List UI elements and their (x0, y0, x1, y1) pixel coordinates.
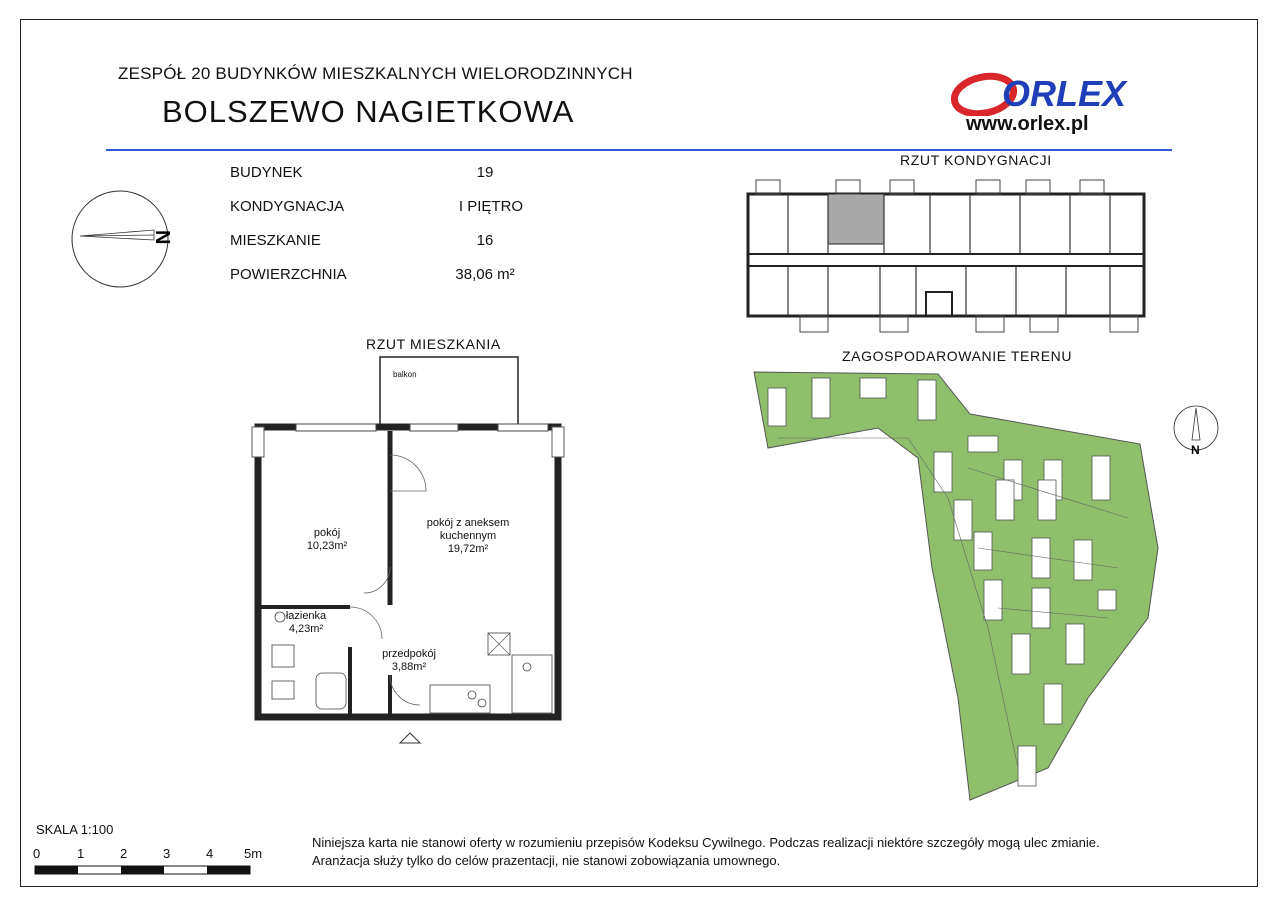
info-value-floor: I PIĘTRO (458, 198, 524, 215)
room-living-line2: kuchennym (439, 530, 497, 542)
site-compass (1172, 402, 1220, 460)
stairwell (926, 292, 952, 316)
scale-tick-1: 1 (77, 846, 85, 861)
room-bathroom (276, 610, 336, 636)
info-label-building: BUDYNEK (230, 164, 303, 181)
scale-tick-5: 5m (244, 846, 263, 861)
scale-tick-3: 3 (163, 846, 171, 861)
stove-icon (468, 691, 476, 699)
header-divider (106, 149, 1172, 151)
scale-tick-2: 2 (120, 846, 128, 861)
legal-notice-line1: Niniejsza karta nie stanowi oferty w rozumieniu przepisów Kodeksu Cywilnego. Podczas realizacji niektóre szczegóły mogą ulec zmianie. (312, 835, 1100, 850)
compass-north-letter: N (151, 230, 173, 245)
room-living-area: 19,72m² (447, 543, 489, 555)
project-title: BOLSZEWO NAGIETKOWA (162, 94, 575, 129)
info-value-building: 19 (476, 164, 494, 181)
info-label-floor: KONDYGNACJA (230, 198, 345, 215)
room-hall (372, 648, 446, 674)
room-bathroom-name: łazienka (285, 610, 327, 622)
site-area (754, 372, 1158, 800)
floor-plan (740, 174, 1150, 338)
orlex-logo (944, 68, 1184, 116)
legal-notice (312, 834, 1100, 870)
info-value-area: 38,06 m² (455, 266, 515, 283)
shower-icon (316, 673, 346, 709)
kitchen-counter (512, 655, 552, 713)
balcony-door (410, 424, 458, 431)
window-top-right (498, 424, 548, 431)
info-value-apartment: 16 (476, 232, 494, 249)
room-bedroom (292, 527, 362, 553)
compass (68, 186, 178, 292)
site-north-arrow-icon (1192, 408, 1200, 440)
scale-label: SKALA 1:100 (36, 822, 114, 837)
balcony-label: balkon (393, 370, 417, 379)
room-hall-area: 3,88m² (391, 661, 427, 673)
room-bedroom-name: pokój (313, 527, 341, 539)
sink-icon (272, 645, 294, 667)
room-living (415, 517, 521, 556)
room-living-line1: pokój z aneksem (426, 517, 510, 529)
room-bedroom-area: 10,23m² (306, 540, 348, 552)
scale-tick-0: 0 (33, 846, 41, 861)
toilet-icon (272, 681, 294, 699)
info-label-area: POWIERZCHNIA (230, 266, 347, 283)
scale-tick-4: 4 (206, 846, 214, 861)
logo-url: www.orlex.pl (966, 113, 1089, 135)
scale-bar (34, 864, 270, 876)
room-bathroom-area: 4,23m² (288, 623, 324, 635)
legal-notice-line2: Aranżacja służy tylko do celów prazentacji, nie stanowi zobowiązania umownego. (312, 853, 781, 868)
site-north-letter: N (1191, 443, 1200, 457)
window-top-left (296, 424, 376, 431)
apartment-plan-heading: RZUT MIESZKANIA (366, 336, 501, 352)
site-plan-heading: ZAGOSPODAROWANIE TERENU (842, 348, 1073, 364)
logo-text: ORLEX (1002, 73, 1127, 114)
info-label-apartment: MIESZKANIE (230, 232, 321, 249)
room-hall-name: przedpokój (382, 648, 436, 660)
entry-arrow-icon (400, 733, 420, 743)
highlighted-unit (828, 194, 884, 244)
project-subtitle: ZESPÓŁ 20 BUDYNKÓW MIESZKALNYCH WIELORODZINNYCH (118, 64, 633, 83)
site-plan (748, 368, 1168, 808)
floor-plan-heading: RZUT KONDYGNACJI (900, 152, 1052, 168)
sink-kitchen-icon (523, 663, 531, 671)
